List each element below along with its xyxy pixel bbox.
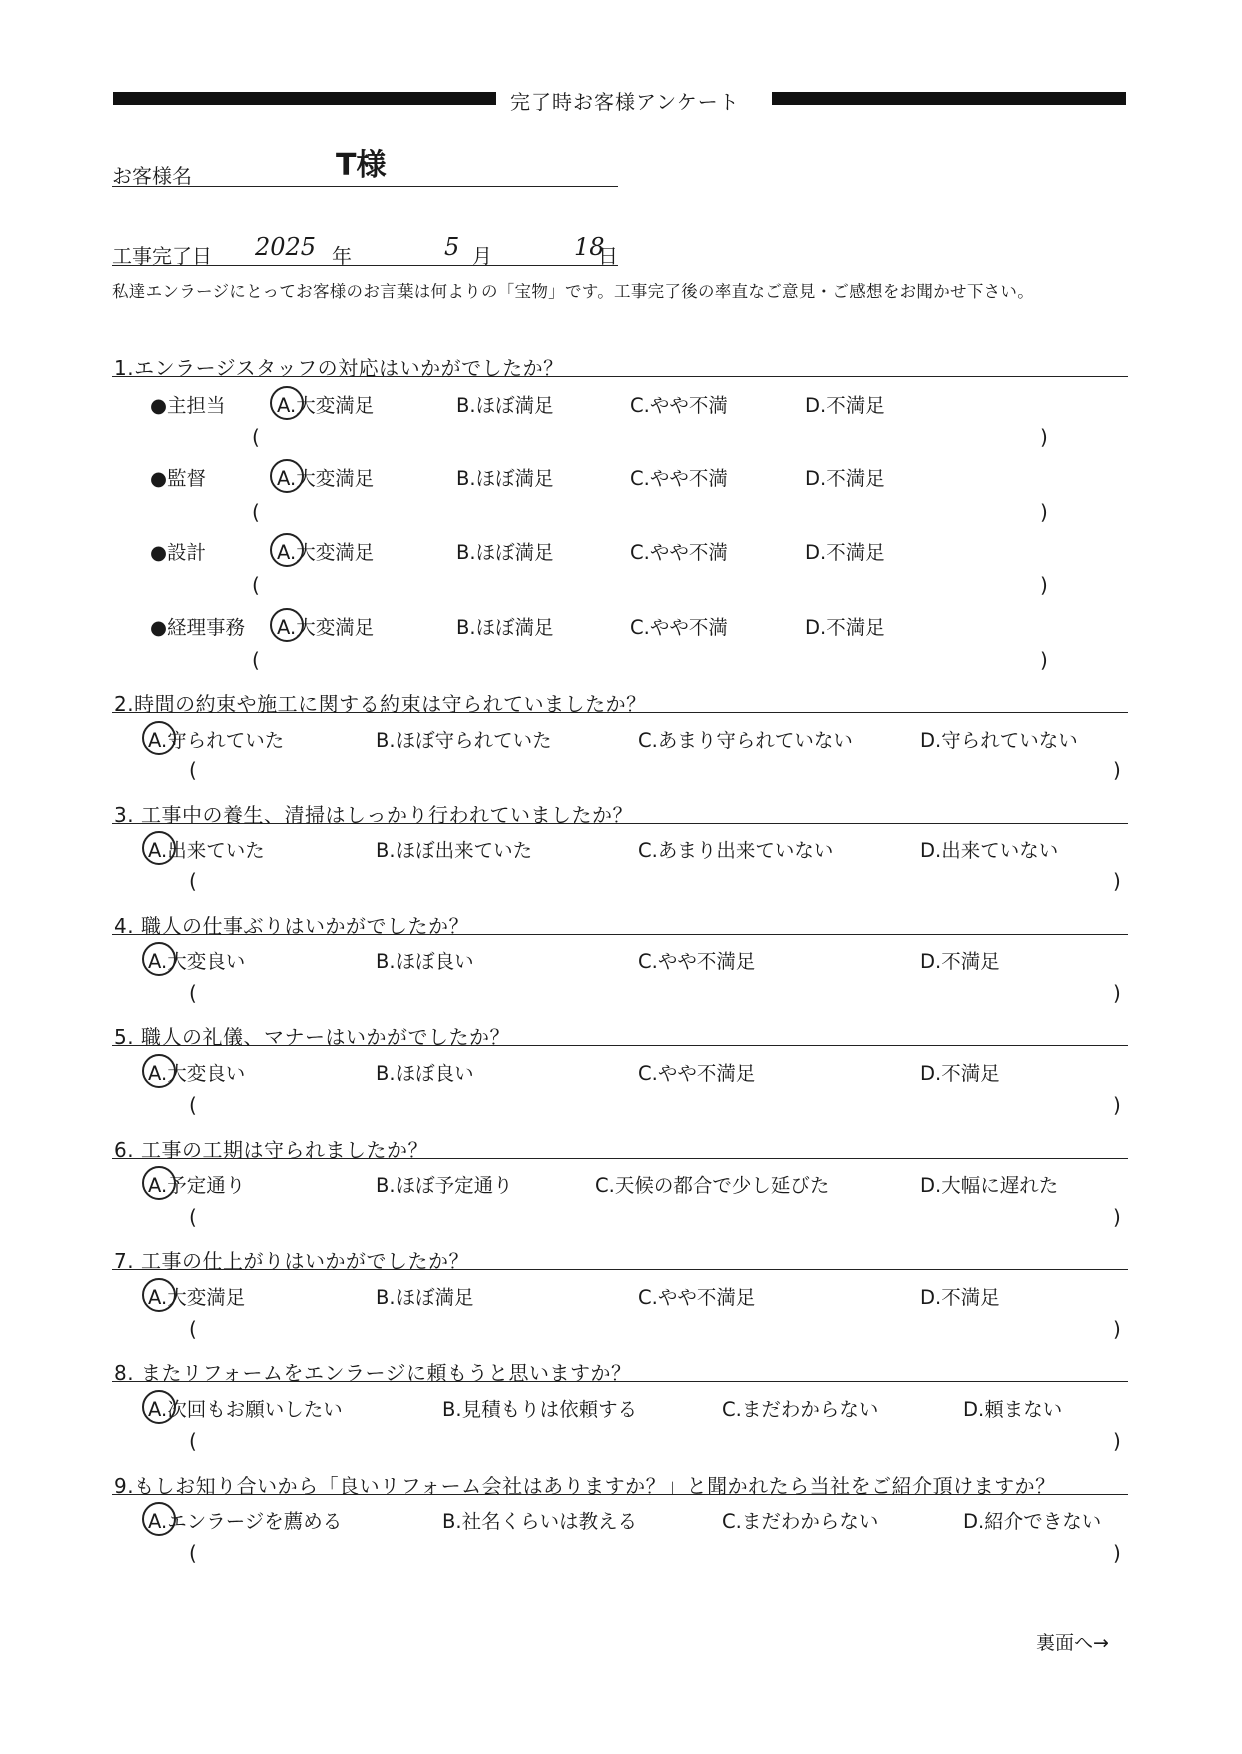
q1-role-0-paren-close: )	[1040, 425, 1048, 449]
q9-option-b: B.社名くらいは教える	[442, 1510, 638, 1533]
q2-line	[112, 712, 1128, 713]
customer-underline	[112, 186, 618, 187]
q1-role-3: ●経理事務	[150, 616, 246, 639]
completion-day-unit: 日	[598, 244, 618, 268]
q3-paren-open: (	[189, 869, 197, 893]
header-bar-right	[772, 92, 1126, 105]
q6-option-b: B.ほぼ予定通り	[376, 1174, 513, 1197]
q3-option-b: B.ほぼ出来ていた	[376, 839, 533, 862]
q6-text: 6. 工事の工期は守られましたか？	[114, 1138, 428, 1162]
q7-text: 7. 工事の仕上がりはいかがでしたか？	[114, 1249, 469, 1273]
q9-paren-open: (	[189, 1541, 197, 1565]
q2-option-a: A.守られていた	[148, 729, 285, 752]
completion-label: 工事完了日	[112, 244, 212, 268]
q1-role-1-option-b: B.ほぼ満足	[456, 467, 554, 490]
completion-day: 18	[574, 233, 605, 261]
q5-text: 5. 職人の礼儀、マナーはいかがでしたか？	[114, 1025, 510, 1049]
q2-text: 2.時間の約束や施工に関する約束は守られていましたか？	[114, 692, 647, 716]
q9-line	[112, 1494, 1128, 1495]
q6-paren-close: )	[1113, 1205, 1121, 1229]
q1-role-3-option-a: A.大変満足	[277, 616, 375, 639]
q3-paren-close: )	[1113, 869, 1121, 893]
q3-text: 3. 工事中の養生、清掃はしっかり行われていましたか？	[114, 803, 633, 827]
q3-line	[112, 823, 1128, 824]
q8-option-c: C.まだわからない	[722, 1398, 879, 1421]
q2-option-d: D.守られていない	[920, 729, 1078, 752]
q1-role-2-option-d: D.不満足	[805, 541, 885, 564]
q8-text: 8. またリフォームをエンラージに頼もうと思いますか？	[114, 1361, 632, 1385]
q5-line	[112, 1045, 1128, 1046]
q4-option-b: B.ほぼ良い	[376, 950, 474, 973]
q1-role-2: ●設計	[150, 541, 207, 564]
q4-option-c: C.やや不満足	[638, 950, 756, 973]
q4-paren-open: (	[189, 981, 197, 1005]
q1-role-0-paren-open: (	[252, 425, 260, 449]
q5-option-d: D.不満足	[920, 1062, 1000, 1085]
q1-role-1-paren-open: (	[252, 500, 260, 524]
q1-role-0-option-a: A.大変満足	[277, 394, 375, 417]
completion-year: 2025	[255, 233, 317, 261]
q1-role-1-option-d: D.不満足	[805, 467, 885, 490]
completion-underline	[112, 265, 618, 266]
q2-option-c: C.あまり守られていない	[638, 729, 853, 752]
q1-role-0: ●主担当	[150, 394, 226, 417]
q1-role-3-paren-open: (	[252, 648, 260, 672]
q9-text: 9.もしお知り合いから「良いリフォーム会社はありますか？」と聞かれたら当社をご紹介頂けますか？	[114, 1474, 1056, 1498]
q1-role-3-option-c: C.やや不満	[630, 616, 728, 639]
q5-paren-close: )	[1113, 1093, 1121, 1117]
q8-paren-close: )	[1113, 1429, 1121, 1453]
header-bar-left	[113, 92, 496, 105]
q1-role-1-option-a: A.大変満足	[277, 467, 375, 490]
q7-paren-close: )	[1113, 1317, 1121, 1341]
q7-option-d: D.不満足	[920, 1286, 1000, 1309]
q7-option-a: A.大変満足	[148, 1286, 246, 1309]
q3-option-c: C.あまり出来ていない	[638, 839, 834, 862]
q3-option-d: D.出来ていない	[920, 839, 1059, 862]
q4-line	[112, 934, 1128, 935]
q4-text: 4. 職人の仕事ぶりはいかがでしたか？	[114, 914, 469, 938]
q1-line	[112, 376, 1128, 377]
q1-role-1-option-c: C.やや不満	[630, 467, 728, 490]
q1-role-2-option-a: A.大変満足	[277, 541, 375, 564]
q7-option-b: B.ほぼ満足	[376, 1286, 474, 1309]
q6-line	[112, 1158, 1128, 1159]
q2-option-b: B.ほぼ守られていた	[376, 729, 552, 752]
q8-line	[112, 1381, 1128, 1382]
q6-option-a: A.予定通り	[148, 1174, 246, 1197]
q9-option-d: D.紹介できない	[963, 1510, 1102, 1533]
q1-role-2-option-b: B.ほぼ満足	[456, 541, 554, 564]
q4-option-a: A.大変良い	[148, 950, 246, 973]
q7-paren-open: (	[189, 1317, 197, 1341]
q1-role-2-paren-close: )	[1040, 573, 1048, 597]
q5-option-a: A.大変良い	[148, 1062, 246, 1085]
completion-year-unit: 年	[332, 244, 352, 268]
q1-role-3-option-b: B.ほぼ満足	[456, 616, 554, 639]
customer-name: T様	[336, 148, 387, 183]
next-page-note: 裏面へ→	[1036, 1632, 1109, 1654]
completion-month: 5	[444, 233, 460, 261]
q5-option-c: C.やや不満足	[638, 1062, 756, 1085]
q2-paren-open: (	[189, 758, 197, 782]
q1-role-1-paren-close: )	[1040, 500, 1048, 524]
q3-option-a: A.出来ていた	[148, 839, 265, 862]
q1-role-3-paren-close: )	[1040, 648, 1048, 672]
q6-paren-open: (	[189, 1205, 197, 1229]
q5-paren-open: (	[189, 1093, 197, 1117]
q6-option-d: D.大幅に遅れた	[920, 1174, 1059, 1197]
q9-option-a: A.エンラージを薦める	[148, 1510, 343, 1533]
q1-text: 1.エンラージスタッフの対応はいかがでしたか？	[114, 356, 564, 380]
q8-option-a: A.次回もお願いしたい	[148, 1398, 343, 1421]
q4-option-d: D.不満足	[920, 950, 1000, 973]
q6-option-c: C.天候の都合で少し延びた	[595, 1174, 830, 1197]
q7-line	[112, 1269, 1128, 1270]
q8-paren-open: (	[189, 1429, 197, 1453]
completion-month-unit: 月	[472, 244, 492, 268]
customer-label: お客様名	[112, 164, 192, 188]
intro-text: 私達エンラージにとってお客様のお言葉は何よりの「宝物」です。工事完了後の率直なご意見・ご感想をお聞かせ下さい。	[112, 282, 1035, 301]
q7-option-c: C.やや不満足	[638, 1286, 756, 1309]
page-title: 完了時お客様アンケート	[510, 90, 740, 114]
q4-paren-close: )	[1113, 981, 1121, 1005]
q1-role-0-option-d: D.不満足	[805, 394, 885, 417]
q9-option-c: C.まだわからない	[722, 1510, 879, 1533]
q8-option-d: D.頼まない	[963, 1398, 1063, 1421]
q2-paren-close: )	[1113, 758, 1121, 782]
q5-option-b: B.ほぼ良い	[376, 1062, 474, 1085]
q1-role-1: ●監督	[150, 467, 207, 490]
q1-role-0-option-c: C.やや不満	[630, 394, 728, 417]
q8-option-b: B.見積もりは依頼する	[442, 1398, 638, 1421]
q9-paren-close: )	[1113, 1541, 1121, 1565]
q1-role-0-option-b: B.ほぼ満足	[456, 394, 554, 417]
q1-role-2-paren-open: (	[252, 573, 260, 597]
q1-role-3-option-d: D.不満足	[805, 616, 885, 639]
q1-role-2-option-c: C.やや不満	[630, 541, 728, 564]
